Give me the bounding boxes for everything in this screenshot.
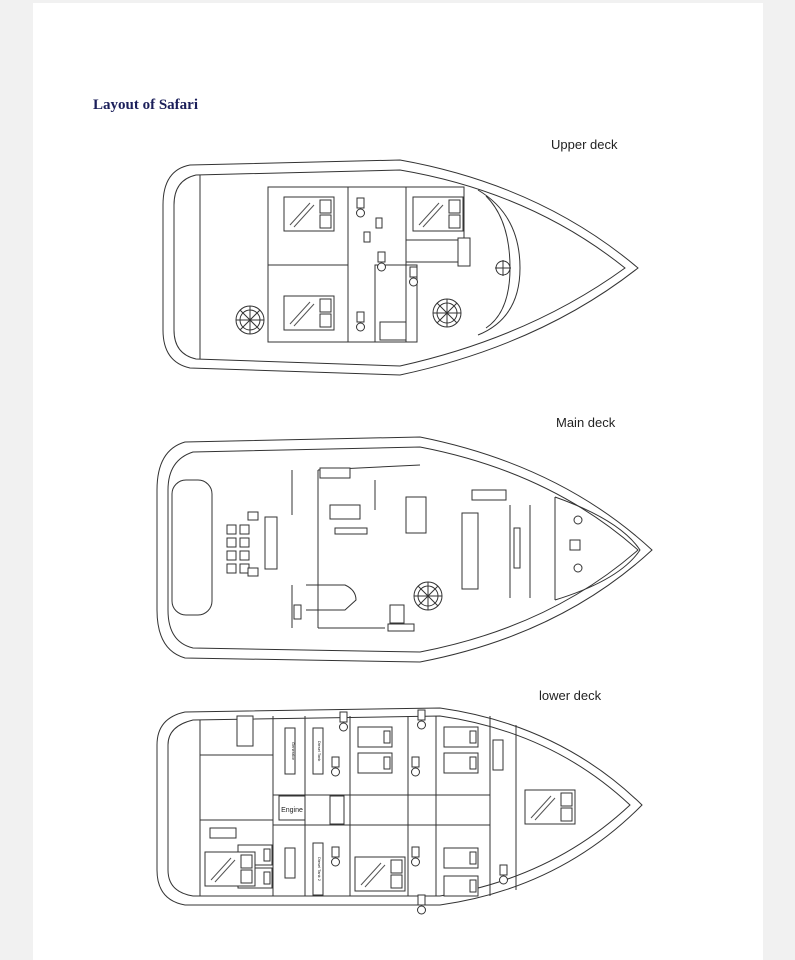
diesel-tank-2-label: Diesel Tank 2 — [317, 857, 322, 881]
page-title: Layout of Safari — [93, 97, 198, 113]
upper-deck-label: Upper deck — [551, 137, 618, 152]
main-deck-label: Main deck — [556, 415, 616, 430]
generator-label: Generator — [291, 741, 296, 761]
engine-room-label: Engine — [281, 807, 303, 814]
lower-deck-label: lower deck — [539, 688, 602, 703]
upper-deck-plan — [163, 160, 638, 375]
diesel-tank-label: Diesel Tank — [317, 740, 322, 762]
